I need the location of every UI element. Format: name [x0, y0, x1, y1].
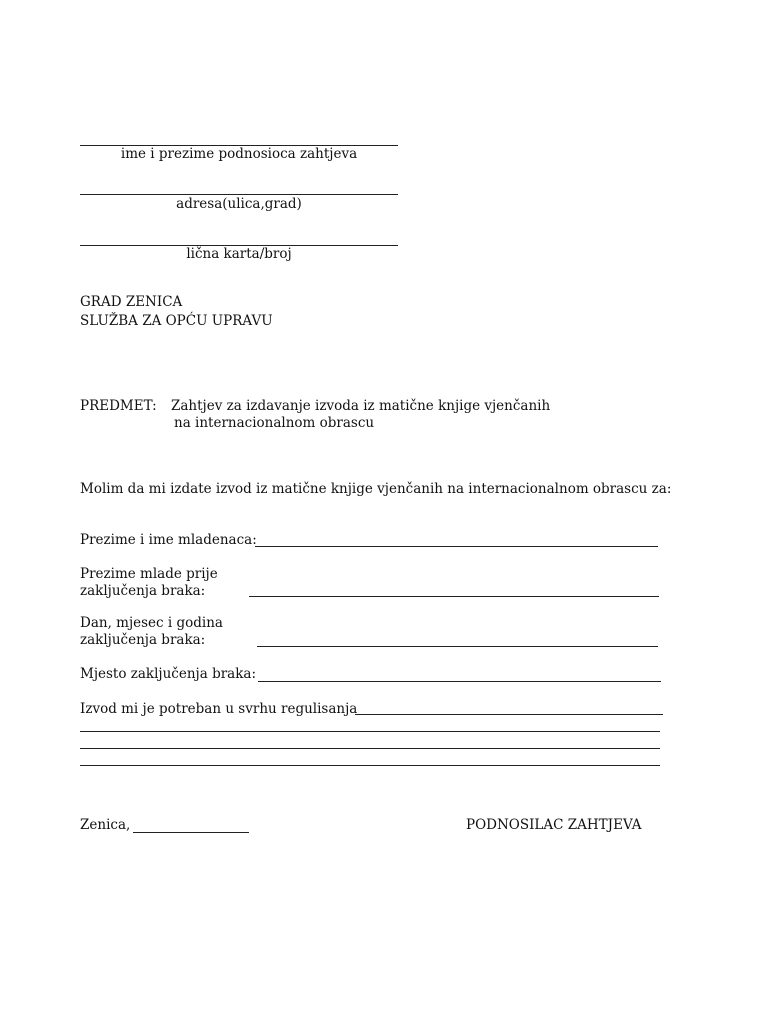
subject-label: PREDMET: [80, 398, 157, 414]
applicant-address-line[interactable] [80, 194, 398, 195]
maiden-name-field[interactable] [249, 596, 659, 597]
signature-label: PODNOSILAC ZAHTJEVA [466, 817, 642, 833]
couple-names-label: Prezime i ime mladenaca: [80, 532, 257, 548]
purpose-extra-line-3[interactable] [80, 765, 660, 766]
applicant-name-caption: ime i prezime podnosioca zahtjeva [120, 146, 358, 162]
purpose-extra-line-2[interactable] [80, 748, 660, 749]
purpose-extra-line-1[interactable] [80, 731, 660, 732]
place-date-label: Zenica, [80, 817, 131, 833]
date-label-2: zaključenja braka: [80, 632, 206, 648]
place-field[interactable] [258, 681, 661, 682]
applicant-id-caption: lična karta/broj [186, 246, 292, 262]
purpose-field[interactable] [355, 714, 663, 715]
date-label-1: Dan, mjesec i godina [80, 615, 223, 631]
date-field[interactable] [257, 646, 658, 647]
maiden-name-label-2: zaključenja braka: [80, 583, 206, 599]
date-signature-field[interactable] [133, 832, 249, 833]
purpose-label: Izvod mi je potreban u svrhu regulisanja [80, 701, 358, 717]
couple-names-field[interactable] [255, 546, 658, 547]
maiden-name-label-1: Prezime mlade prije [80, 566, 218, 582]
place-label: Mjesto zaključenja braka: [80, 666, 257, 682]
recipient-office: SLUŽBA ZA OPĆU UPRAVU [80, 313, 273, 329]
applicant-address-caption: adresa(ulica,grad) [176, 196, 302, 212]
request-intro: Molim da mi izdate izvod iz matične knjige vjenčanih na internacionalnom obrascu za: [80, 481, 672, 497]
subject-line-2: na internacionalnom obrascu [174, 415, 375, 431]
recipient-city: GRAD ZENICA [80, 294, 183, 310]
subject-line-1: Zahtjev za izdavanje izvoda iz matične knjige vjenčanih [171, 398, 551, 414]
